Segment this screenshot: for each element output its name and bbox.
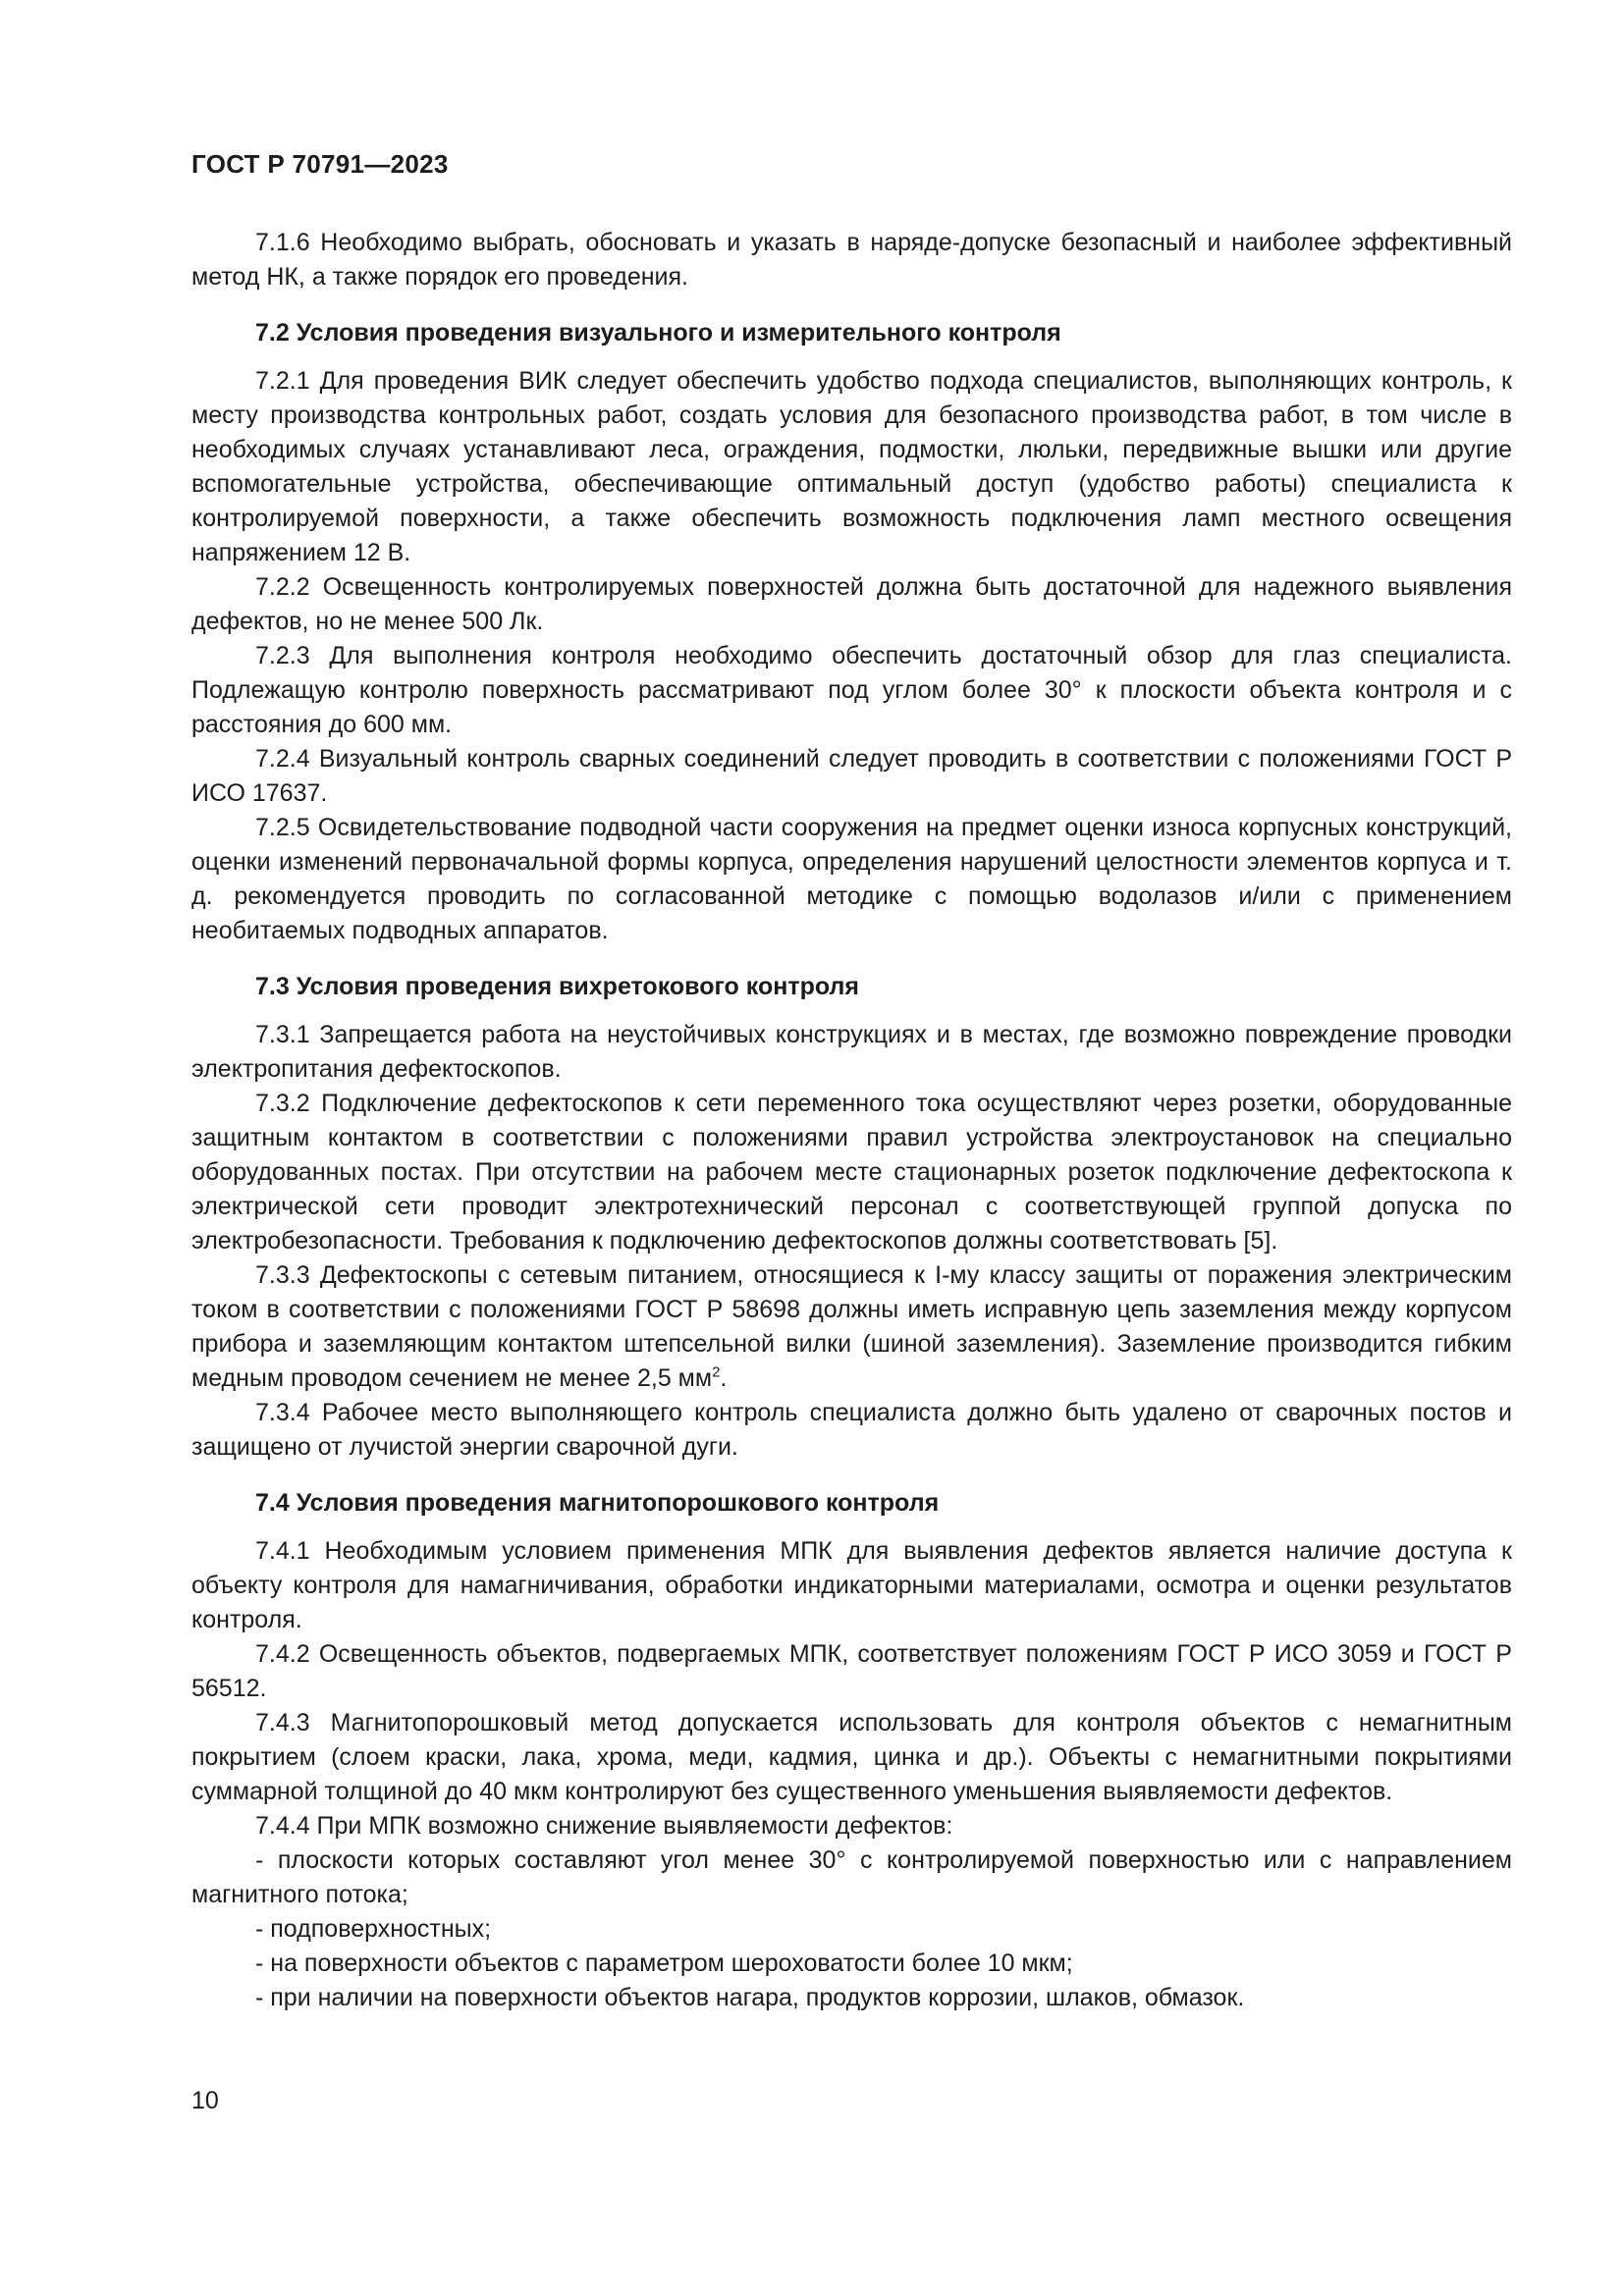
paragraph-7-4-1: 7.4.1 Необходимым условием применения МПК для выявления дефектов является наличие доступа к объекту контроля для намагничивания, обработки индикаторными материалами, осмотра и оценки результатов контроля. (191, 1537, 1512, 1633)
paragraph-7-3-1: 7.3.1 Запрещается работа на неустойчивых конструкциях и в местах, где возможно повреждение проводки электропитания дефектоскопов. (191, 1021, 1512, 1083)
paragraph-7-3-3-end: . (720, 1364, 728, 1392)
paragraph-7-4-3: 7.4.3 Магнитопорошковый метод допускается использовать для контроля объектов с немагнитным покрытием (слоем краски, лака, хрома, меди, кадмия, цинка и др.). Объекты с немагнитными покрытиями суммарной толщиной до 40 мкм контролируют без существенного уменьшения выявляемости дефектов. (191, 1709, 1512, 1805)
paragraph-7-3-4: 7.3.4 Рабочее место выполняющего контроль специалиста должно быть удалено от сварочных постов и защищено от лучистой энергии сварочной дуги. (191, 1399, 1512, 1461)
section-heading-7-2: 7.2 Условия проведения визуального и измерительного контроля (255, 319, 1061, 347)
superscript-square: 2 (712, 1363, 721, 1381)
list-item: - подповерхностных; (255, 1915, 492, 1943)
paragraph-7-2-3: 7.2.3 Для выполнения контроля необходимо обеспечить достаточный обзор для глаз специалиста. Подлежащую контролю поверхность рассматривают под углом более 30° к плоскости объекта контроля и с расстояния до 600 мм. (191, 642, 1512, 738)
paragraph-7-2-1: 7.2.1 Для проведения ВИК следует обеспечить удобство подхода специалистов, выполняющих контроль, к месту производства контрольных работ, создать условия для безопасного производства работ, в том числе в необходимых случаях устанавливают леса, ограждения, подмостки, люльки, передвижные вышки или другие вспомогательные устройства, обеспечивающие оптимальный доступ (удобство работы) специалиста к контролируемой поверхности, а также обеспечить возможность подключения ламп местного освещения напряжением 12 В. (191, 367, 1512, 566)
list-item: - плоскости которых составляют угол менее 30° с контролируемой поверхностью или с направлением магнитного потока; (191, 1846, 1512, 1908)
paragraph-7-2-5: 7.2.5 Освидетельствование подводной части сооружения на предмет оценки износа корпусных конструкций, оценки изменений первоначальной формы корпуса, определения нарушений целостности элементов корпуса и т. д. рекомендуется проводить по согласованной методике с помощью водолазов и/или с применением необитаемых подводных аппаратов. (191, 814, 1512, 944)
paragraph-7-4-4: 7.4.4 При МПК возможно снижение выявляемости дефектов: (255, 1812, 953, 1840)
page-number: 10 (191, 2087, 219, 2114)
section-heading-7-3: 7.3 Условия проведения вихретокового контроля (255, 973, 859, 1000)
document-body (191, 226, 1512, 2015)
paragraph-7-1-6: 7.1.6 Необходимо выбрать, обосновать и указать в наряде-допуске безопасный и наиболее эффективный метод НК, а также порядок его проведения. (191, 229, 1512, 291)
paragraph-7-3-2: 7.3.2 Подключение дефектоскопов к сети переменного тока осуществляют через розетки, оборудованные защитным контактом в соответствии с положениями правил устройства электроустановок на специально оборудованных постах. При отсутствии на рабочем месте стационарных розеток подключение дефектоскопа к электрической сети проводит электротехнический персонал с соответствующей группой допуска по электробезопасности. Требования к подключению дефектоскопов должны соответствовать [5]. (191, 1090, 1512, 1255)
paragraph-7-2-4: 7.2.4 Визуальный контроль сварных соединений следует проводить в соответствии с положениями ГОСТ Р ИСО 17637. (191, 745, 1512, 807)
paragraph-7-3-3 (191, 1258, 1512, 1396)
paragraph-7-4-2: 7.4.2 Освещенность объектов, подвергаемых МПК, соответствует положениям ГОСТ Р ИСО 3059 и ГОСТ Р 56512. (191, 1640, 1512, 1702)
section-heading-7-4: 7.4 Условия проведения магнитопорошкового контроля (255, 1489, 940, 1517)
list-item: - на поверхности объектов с параметром шероховатости более 10 мкм; (255, 1949, 1073, 1977)
list-item: - при наличии на поверхности объектов нагара, продуктов коррозии, шлаков, обмазок. (255, 1984, 1245, 2011)
paragraph-7-3-3-text: 7.3.3 Дефектоскопы с сетевым питанием, относящиеся к I-му классу защиты от поражения электрическим током в соответствии с положениями ГОСТ Р 58698 должны иметь исправную цепь заземления между корпусом прибора и заземляющим контактом штепсельной вилки (шиной заземления). Заземление производится гибким медным проводом сечением не менее 2,5 мм (191, 1261, 1512, 1392)
document-code-header: ГОСТ Р 70791—2023 (191, 149, 449, 179)
paragraph-7-2-2: 7.2.2 Освещенность контролируемых поверхностей должна быть достаточной для надежного выявления дефектов, но не менее 500 Лк. (191, 573, 1512, 635)
